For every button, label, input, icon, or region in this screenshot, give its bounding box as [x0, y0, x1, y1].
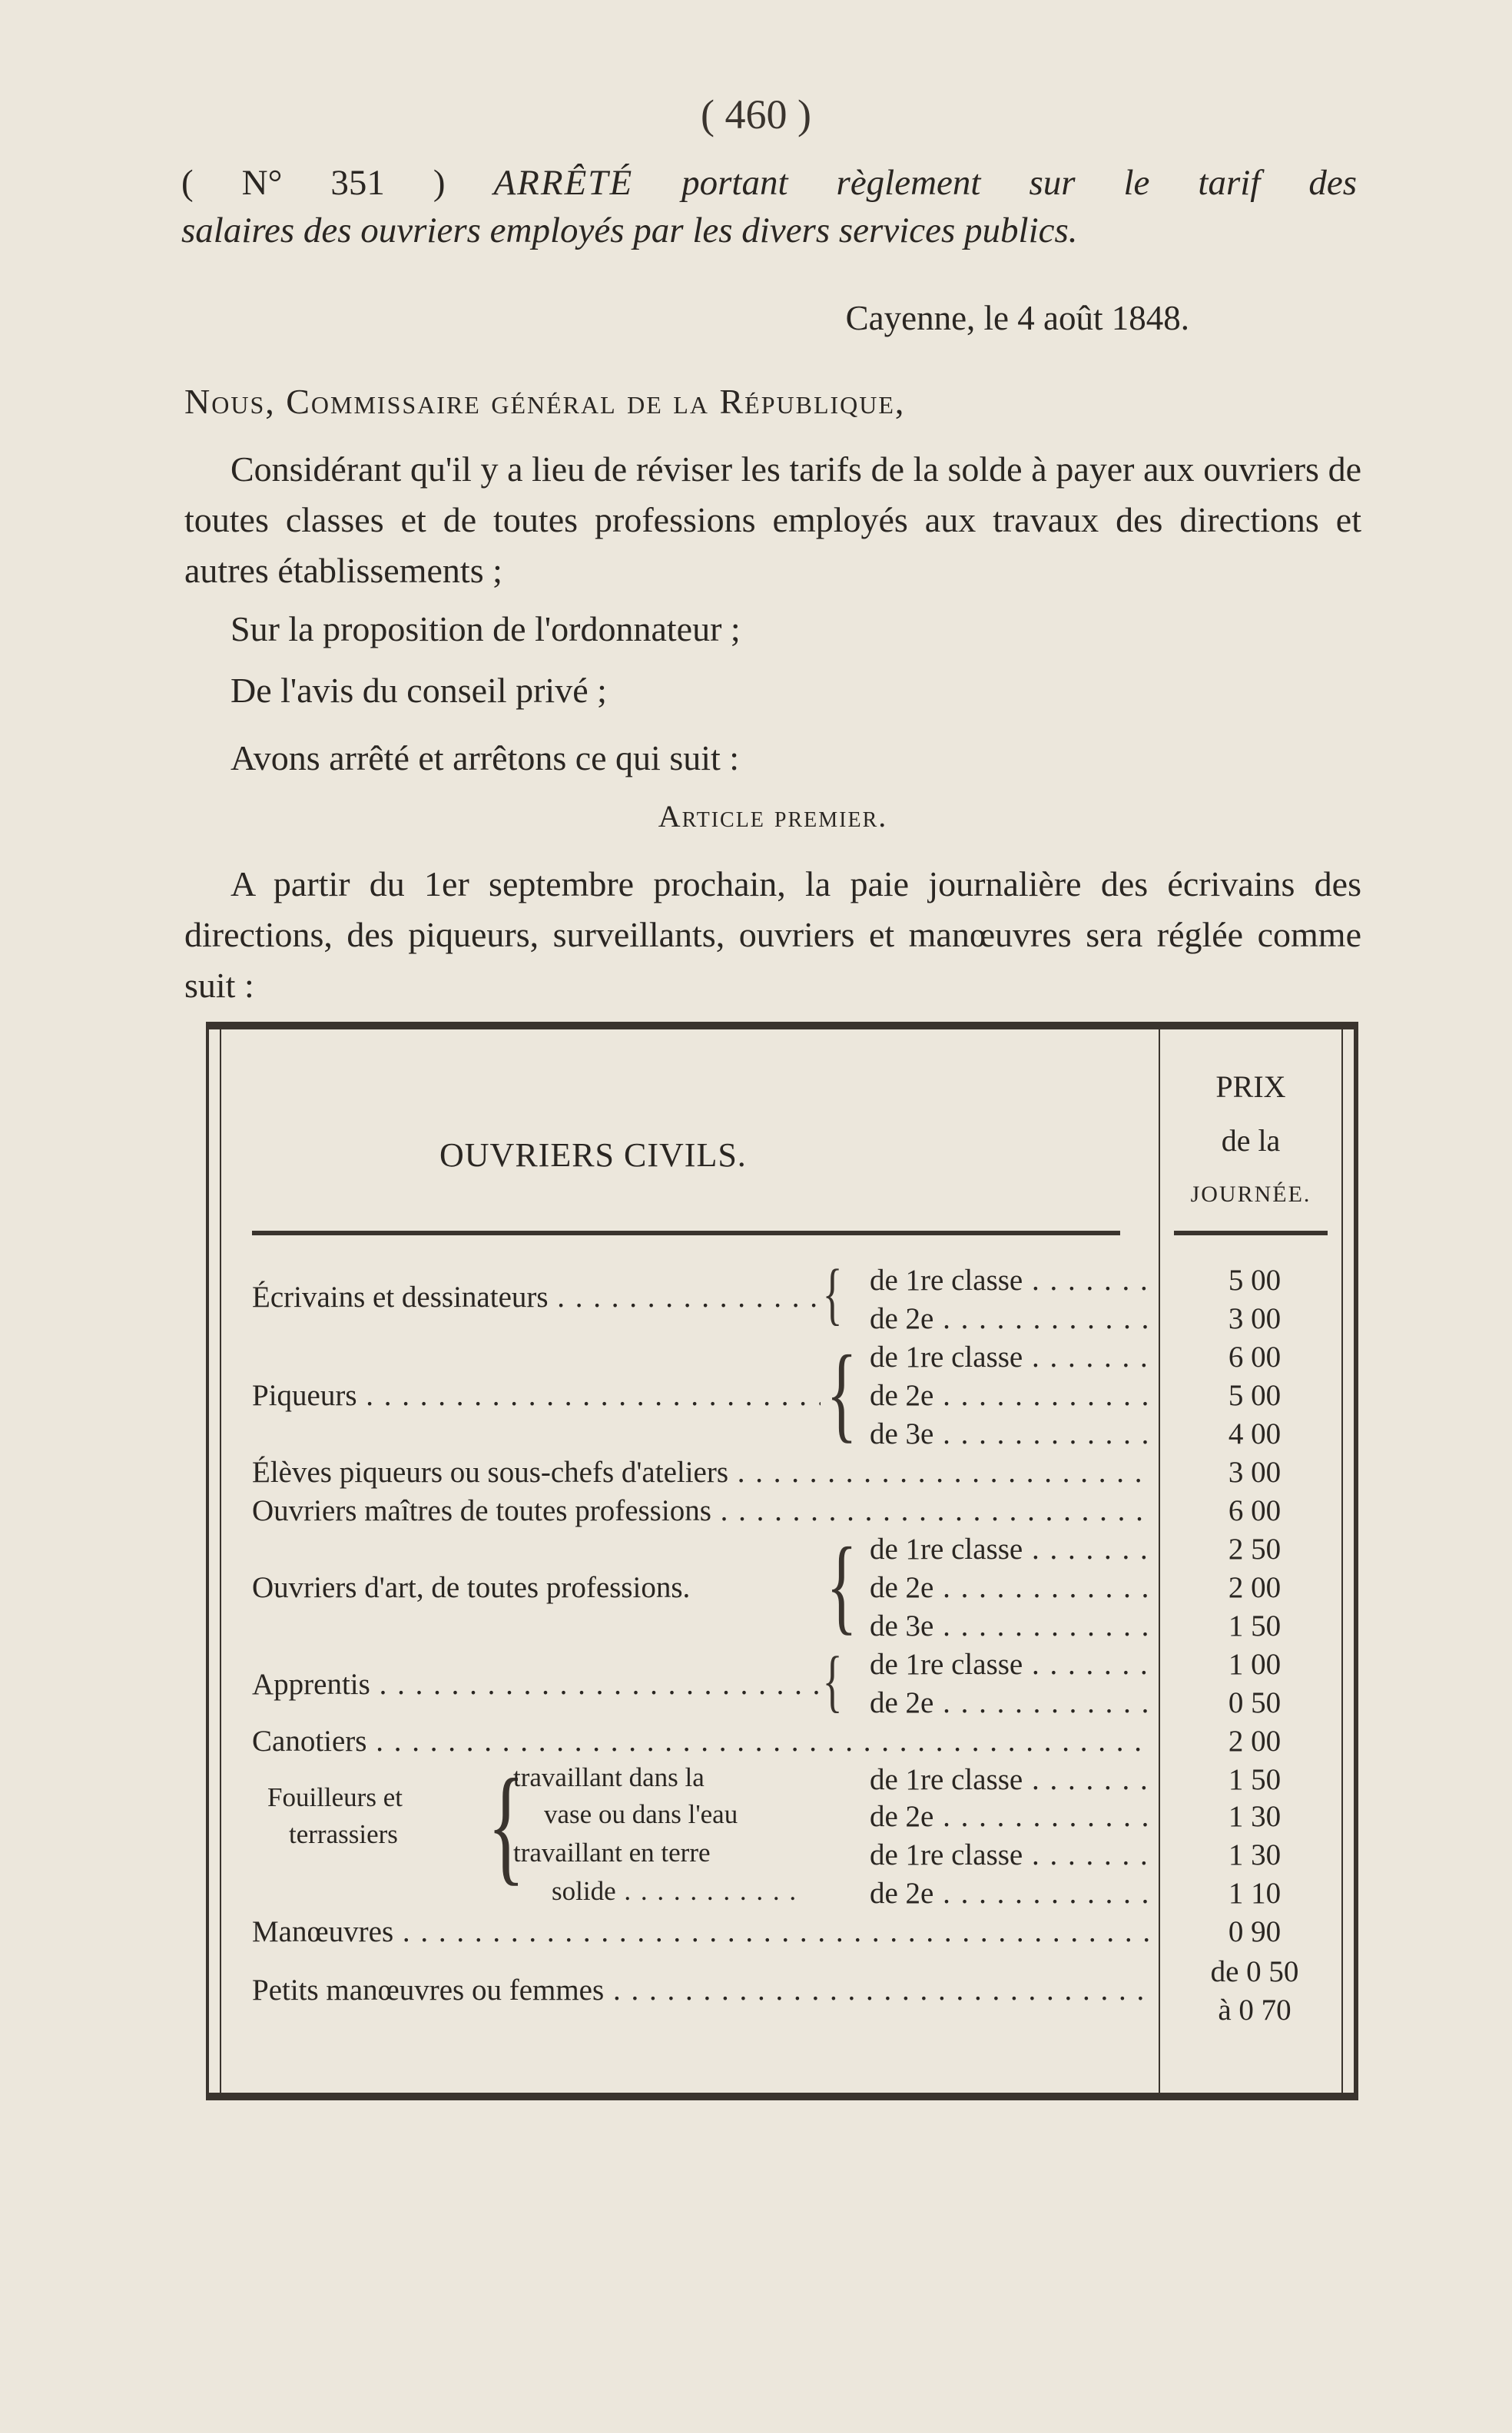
table-row-price: 6 00 — [1228, 1494, 1282, 1527]
brace: { — [822, 1643, 843, 1719]
table-row-label — [252, 1973, 1151, 2007]
table-row-sub — [870, 1799, 1154, 1834]
table-row-label: Ouvriers d'art, de toutes professions. — [252, 1571, 691, 1604]
leader-dots — [1023, 1264, 1154, 1297]
sub-3e: de 3e — [870, 1417, 934, 1450]
table-row-price: 3 00 — [1228, 1456, 1282, 1489]
label-terre-line1: travaillant en terre — [513, 1838, 711, 1868]
dateline: Cayenne, le 4 août 1848. — [845, 299, 1189, 337]
preamble: Nous, Commissaire général de la République, — [184, 382, 906, 421]
sub-2e: de 2e — [870, 1571, 934, 1604]
table-row-price: 5 00 — [1228, 1379, 1282, 1412]
leader-dots — [933, 1877, 1154, 1910]
table-row-price: 1 30 — [1228, 1838, 1282, 1871]
header-prix-line1: PRIX — [1215, 1069, 1286, 1104]
table-row-label — [252, 1493, 1151, 1528]
table-row-sub — [870, 1301, 1154, 1336]
sub-2e: de 2e — [870, 1379, 934, 1412]
table-row-sub — [870, 1647, 1154, 1682]
leader-dots — [549, 1281, 821, 1314]
leader-dots — [1023, 1648, 1154, 1681]
table-row-sub — [870, 1378, 1154, 1413]
table-row-price: 2 00 — [1228, 1725, 1282, 1758]
decree-title-line1 — [181, 160, 1357, 207]
page-number: ( 460 ) — [701, 91, 811, 138]
label-eleves-piqueurs: Élèves piqueurs ou sous-chefs d'ateliers — [252, 1456, 729, 1489]
article-text: A partir du 1er septembre prochain, la paie journalière des écrivains des directions, des piqueurs, surveillants, ouvriers et manœuvres sera réglée comme suit : — [184, 864, 1361, 1005]
leader-dots — [711, 1494, 1151, 1527]
sub-1re: de 1re classe — [870, 1533, 1023, 1566]
leader-dots — [933, 1800, 1154, 1833]
header-ouvriers-civils: OUVRIERS CIVILS. — [439, 1136, 747, 1174]
header-prix-line2: de la — [1221, 1123, 1281, 1158]
leader-dots — [728, 1456, 1151, 1489]
table-row-sub — [870, 1762, 1154, 1797]
leader-dots — [933, 1302, 1154, 1335]
label-ecrivains: Écrivains et dessinateurs — [252, 1281, 549, 1314]
label-terrassiers: terrassiers — [289, 1819, 398, 1849]
table-row-price: 0 90 — [1228, 1915, 1282, 1948]
label-vase-line2: vase ou dans l'eau — [544, 1799, 738, 1829]
brace: { — [487, 1752, 526, 1897]
price-range-to: à 0 70 — [1218, 1994, 1292, 2027]
leader-dots — [393, 1915, 1151, 1948]
table-row-label — [252, 1455, 1151, 1490]
table-row-sub — [870, 1417, 1154, 1451]
decree-number: ( N° 351 ) — [181, 163, 446, 203]
table-row-price: 2 50 — [1228, 1533, 1282, 1566]
table-row-price: 1 50 — [1228, 1763, 1282, 1796]
table-row-price: 0 50 — [1228, 1686, 1282, 1719]
sub-2e: de 2e — [870, 1800, 934, 1833]
leader-dots — [604, 1974, 1151, 2007]
table-row-sub — [870, 1838, 1154, 1872]
brace: { — [822, 1256, 843, 1332]
paragraph-avons: Avons arrêté et arrêtons ce qui suit : — [230, 738, 740, 777]
table-row-sub — [870, 1609, 1154, 1643]
table-row-price: 1 30 — [1228, 1800, 1282, 1833]
sub-1re: de 1re classe — [870, 1264, 1023, 1297]
label-apprentis: Apprentis — [252, 1668, 370, 1701]
leader-dots — [370, 1668, 821, 1701]
leader-dots — [933, 1609, 1154, 1642]
table-row-sub — [870, 1686, 1154, 1720]
decree-title-text: portant règlement sur le tarif des — [681, 163, 1357, 203]
table-row-label — [252, 1724, 1151, 1758]
leader-dots — [357, 1379, 821, 1412]
label-fouilleurs: Fouilleurs et — [267, 1782, 403, 1812]
label-ouvriers-maitres: Ouvriers maîtres de toutes professions — [252, 1494, 711, 1527]
leader-dots — [933, 1379, 1154, 1412]
sub-2e: de 2e — [870, 1302, 934, 1335]
brace: { — [826, 1526, 857, 1645]
table-row-sub — [870, 1263, 1154, 1298]
table-row-sub — [870, 1570, 1154, 1605]
table-row-label — [252, 1914, 1151, 1949]
label-petits-manoeuvres: Petits manœuvres ou femmes — [252, 1974, 605, 2007]
paragraph-avis: De l'avis du conseil privé ; — [230, 671, 607, 710]
decree-title-line2: salaires des ouvriers employés par les divers services publics. — [181, 210, 1078, 250]
wage-table — [206, 1022, 1358, 2100]
leader-dots — [933, 1571, 1154, 1604]
table-row-price: 2 00 — [1228, 1571, 1282, 1604]
article-heading: Article premier. — [658, 799, 888, 834]
table-row-price: 4 00 — [1228, 1417, 1282, 1450]
label-manoeuvres: Manœuvres — [252, 1915, 394, 1948]
paragraph-considerant: Considérant qu'il y a lieu de réviser les tarifs de la solde à payer aux ouvriers de toutes classes et de toutes professions employés aux travaux des directions et autres établissements ; — [184, 449, 1361, 590]
leader-dots — [1023, 1341, 1154, 1374]
table-row-price: 5 00 — [1228, 1264, 1282, 1297]
header-prix-line3: JOURNÉE. — [1190, 1182, 1311, 1207]
sub-1re: de 1re classe — [870, 1763, 1023, 1796]
sub-3e: de 3e — [870, 1609, 934, 1642]
label-vase-line1: travaillant dans la — [513, 1762, 705, 1792]
table-row-label — [252, 1280, 821, 1314]
table-row-sub — [870, 1876, 1154, 1911]
leader-dots — [1023, 1763, 1154, 1796]
brace: { — [826, 1334, 857, 1453]
table-row-label — [252, 1667, 821, 1702]
table-row-sub — [870, 1340, 1154, 1374]
table-row-label — [252, 1378, 821, 1413]
leader-dots — [1023, 1533, 1154, 1566]
paragraph-proposition: Sur la proposition de l'ordonnateur ; — [230, 609, 741, 648]
table-row-sub — [870, 1532, 1154, 1566]
price-range-from: de 0 50 — [1210, 1955, 1299, 1988]
sub-1re: de 1re classe — [870, 1341, 1023, 1374]
table-body — [209, 1029, 1354, 2093]
leader-dots — [1023, 1838, 1154, 1871]
leader-dots — [616, 1876, 805, 1906]
label-solide: solide — [552, 1876, 616, 1906]
label-terre-line2 — [552, 1876, 805, 1907]
table-row-price: 3 00 — [1228, 1302, 1282, 1335]
table-row-price: 1 50 — [1228, 1609, 1282, 1642]
table-row-price: 1 10 — [1228, 1877, 1282, 1910]
sub-2e: de 2e — [870, 1877, 934, 1910]
leader-dots — [933, 1417, 1154, 1450]
sub-2e: de 2e — [870, 1686, 934, 1719]
sub-1re: de 1re classe — [870, 1838, 1023, 1871]
label-canotiers: Canotiers — [252, 1725, 367, 1758]
sub-1re: de 1re classe — [870, 1648, 1023, 1681]
label-piqueurs: Piqueurs — [252, 1379, 357, 1412]
decree-heading: ARRÊTÉ — [493, 163, 634, 203]
table-row-price: 6 00 — [1228, 1341, 1282, 1374]
leader-dots — [933, 1686, 1154, 1719]
table-row-price: 1 00 — [1228, 1648, 1282, 1681]
leader-dots — [366, 1725, 1143, 1758]
